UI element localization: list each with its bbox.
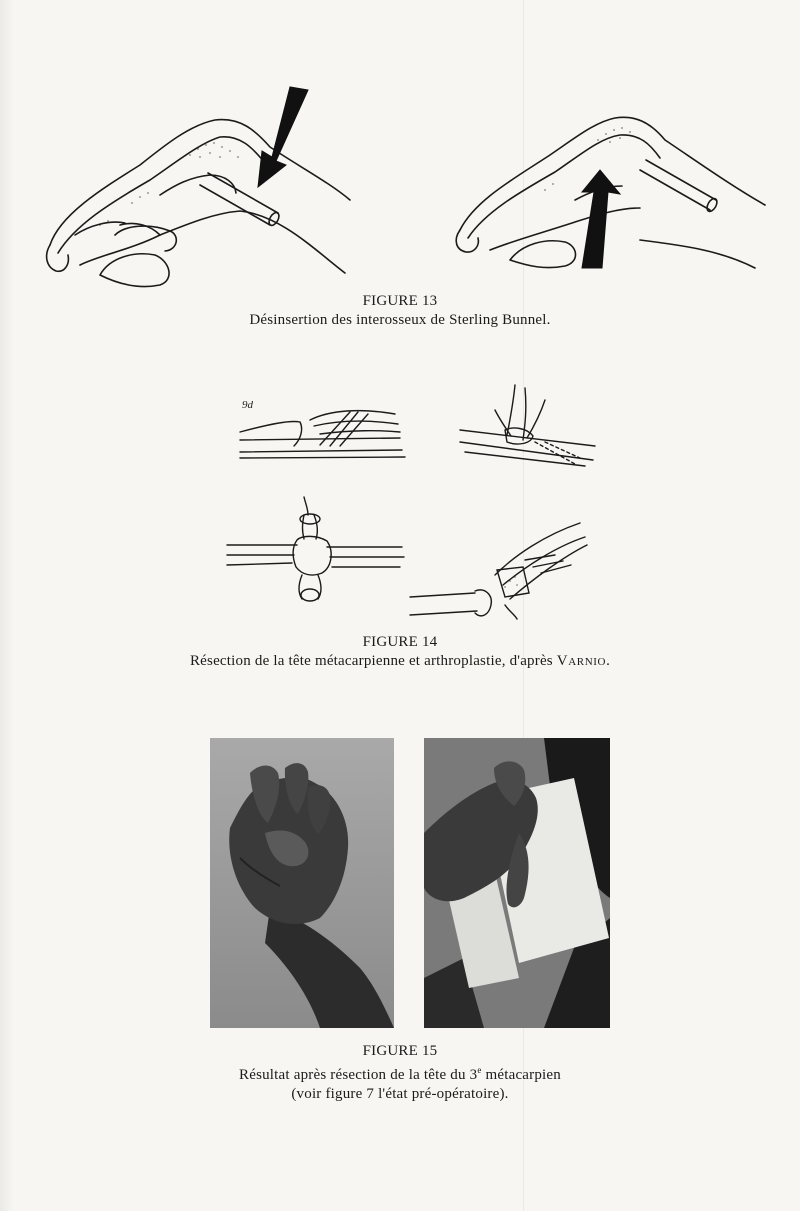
arrow-up-icon [582, 170, 620, 268]
figure-15-caption-line1-after: métacarpien [481, 1067, 561, 1083]
fist-photo-image [210, 738, 394, 1028]
figure-13-right-drawing [450, 100, 770, 275]
figure-14-panel-label: 9d [242, 399, 253, 411]
figure-13-left-drawing [40, 85, 360, 290]
figure-14-panel-bottom-left [222, 495, 407, 620]
figure-15-caption-line1 [0, 1061, 800, 1085]
figure-14-caption-before: Résection de la tête métacarpienne et arthroplastie, d'après [189, 653, 557, 669]
figure-14-panel-top-right [455, 380, 600, 475]
hand-card-photo-image [424, 738, 610, 1028]
arrow-down-icon [258, 87, 308, 187]
figure-15-caption-line1-before: Résultat après résection de la tête du 3 [239, 1067, 478, 1083]
figure-15-photo-hand-card [424, 738, 610, 1028]
figure-14-panel-top-left [230, 390, 410, 470]
figure-14-panel-bottom-right [405, 515, 590, 625]
scan-edge-shadow [0, 0, 14, 1211]
figure-15-caption [0, 1042, 800, 1104]
figure-14-number: FIGURE 14 [362, 634, 438, 650]
figure-15-number: FIGURE 15 [362, 1043, 438, 1059]
figure-13-caption [0, 292, 800, 330]
figure-14-caption-text [0, 652, 800, 671]
figure-14-caption-after: . [606, 653, 611, 669]
figure-14-caption-author: Varnio [556, 653, 607, 669]
figure-13-number: FIGURE 13 [362, 293, 438, 309]
figure-15-caption-line2: (voir figure 7 l'état pré-opératoire). [291, 1086, 509, 1102]
figure-14-caption [0, 633, 800, 671]
figure-13-caption-text: Désinsertion des interosseux de Sterling Bunnel. [249, 312, 551, 328]
figure-15-caption-superscript: e [477, 1065, 482, 1075]
figure-15-photo-fist [210, 738, 394, 1028]
